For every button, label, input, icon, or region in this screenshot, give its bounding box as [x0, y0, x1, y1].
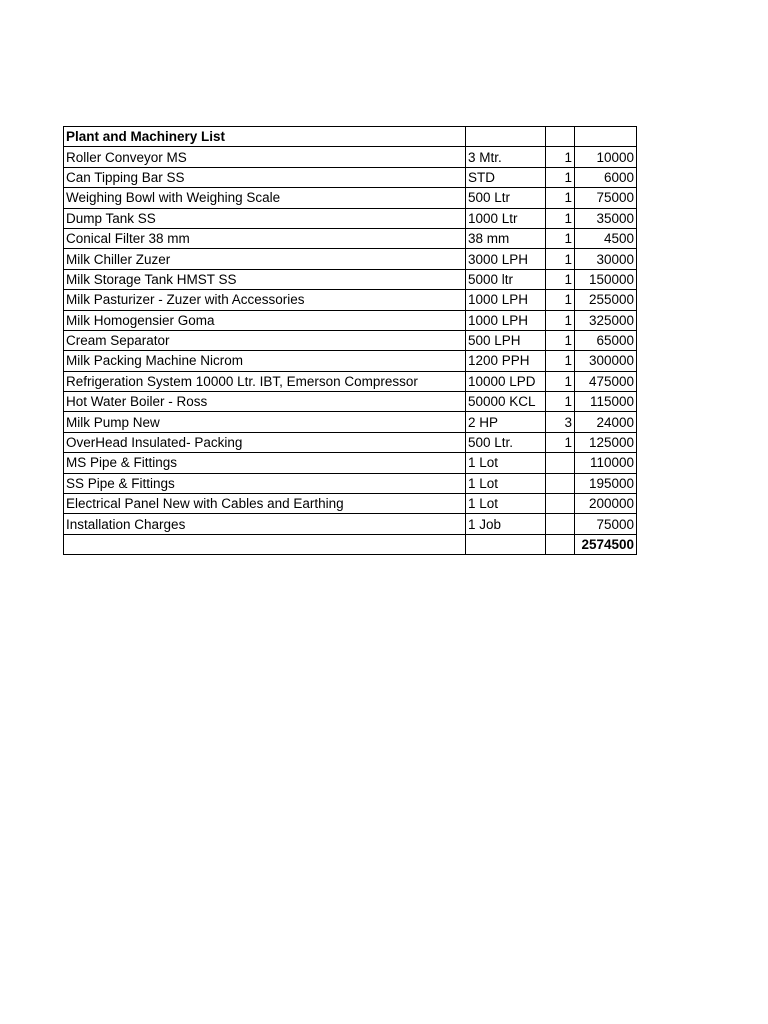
item-name-cell: SS Pipe & Fittings	[64, 473, 466, 493]
item-name-cell: Milk Pasturizer - Zuzer with Accessories	[64, 290, 466, 310]
table-row	[64, 290, 637, 310]
item-amount-cell: 110000	[575, 453, 637, 473]
item-amount-cell: 300000	[575, 351, 637, 371]
item-qty-cell: 1	[546, 167, 575, 187]
table-row	[64, 392, 637, 412]
item-spec-cell: 1 Lot	[466, 473, 546, 493]
total-qty-cell	[546, 534, 575, 554]
item-qty-cell	[546, 453, 575, 473]
item-qty-cell: 1	[546, 432, 575, 452]
item-amount-cell: 475000	[575, 371, 637, 391]
machinery-table	[63, 126, 637, 555]
item-spec-cell: 1200 PPH	[466, 351, 546, 371]
header-qty-cell	[546, 127, 575, 147]
item-spec-cell: 50000 KCL	[466, 392, 546, 412]
total-amount: 2574500	[575, 534, 637, 554]
header-spec-cell	[466, 127, 546, 147]
header-amount-cell	[575, 127, 637, 147]
total-label-cell	[64, 534, 466, 554]
table-row	[64, 147, 637, 167]
item-qty-cell: 1	[546, 371, 575, 391]
item-spec-cell: 500 Ltr	[466, 188, 546, 208]
item-qty-cell	[546, 514, 575, 534]
item-amount-cell: 115000	[575, 392, 637, 412]
table-row	[64, 514, 637, 534]
item-name-cell: OverHead Insulated- Packing	[64, 432, 466, 452]
table-row	[64, 473, 637, 493]
item-spec-cell: 38 mm	[466, 228, 546, 248]
item-amount-cell: 65000	[575, 330, 637, 350]
item-qty-cell: 1	[546, 228, 575, 248]
item-name-cell: Weighing Bowl with Weighing Scale	[64, 188, 466, 208]
item-spec-cell: 1000 LPH	[466, 290, 546, 310]
item-name-cell: Installation Charges	[64, 514, 466, 534]
table-row	[64, 249, 637, 269]
table-row	[64, 228, 637, 248]
item-spec-cell: 500 LPH	[466, 330, 546, 350]
table-row	[64, 453, 637, 473]
item-qty-cell	[546, 473, 575, 493]
item-name-cell: Electrical Panel New with Cables and Earthing	[64, 494, 466, 514]
item-qty-cell: 1	[546, 290, 575, 310]
item-amount-cell: 6000	[575, 167, 637, 187]
item-name-cell: Cream Separator	[64, 330, 466, 350]
table-row	[64, 310, 637, 330]
item-name-cell: Conical Filter 38 mm	[64, 228, 466, 248]
item-qty-cell: 1	[546, 208, 575, 228]
item-spec-cell: 5000 ltr	[466, 269, 546, 289]
item-amount-cell: 75000	[575, 514, 637, 534]
item-spec-cell: 2 HP	[466, 412, 546, 432]
item-spec-cell: 500 Ltr.	[466, 432, 546, 452]
item-qty-cell: 1	[546, 147, 575, 167]
item-amount-cell: 24000	[575, 412, 637, 432]
table-row	[64, 351, 637, 371]
item-qty-cell: 1	[546, 351, 575, 371]
item-spec-cell: 3 Mtr.	[466, 147, 546, 167]
table-row	[64, 208, 637, 228]
item-qty-cell: 1	[546, 188, 575, 208]
item-qty-cell: 1	[546, 269, 575, 289]
item-name-cell: MS Pipe & Fittings	[64, 453, 466, 473]
item-name-cell: Milk Chiller Zuzer	[64, 249, 466, 269]
table-row	[64, 371, 637, 391]
item-qty-cell	[546, 494, 575, 514]
item-amount-cell: 325000	[575, 310, 637, 330]
item-amount-cell: 255000	[575, 290, 637, 310]
item-name-cell: Refrigeration System 10000 Ltr. IBT, Emerson Compressor	[64, 371, 466, 391]
item-name-cell: Can Tipping Bar SS	[64, 167, 466, 187]
item-spec-cell: 1 Job	[466, 514, 546, 534]
item-amount-cell: 4500	[575, 228, 637, 248]
table-body	[64, 147, 637, 534]
table-row	[64, 188, 637, 208]
table-row	[64, 330, 637, 350]
table-header-row	[64, 127, 637, 147]
table-row	[64, 167, 637, 187]
item-name-cell: Hot Water Boiler - Ross	[64, 392, 466, 412]
item-qty-cell: 1	[546, 330, 575, 350]
item-amount-cell: 150000	[575, 269, 637, 289]
item-name-cell: Milk Storage Tank HMST SS	[64, 269, 466, 289]
total-spec-cell	[466, 534, 546, 554]
item-amount-cell: 35000	[575, 208, 637, 228]
item-qty-cell: 1	[546, 310, 575, 330]
item-name-cell: Milk Pump New	[64, 412, 466, 432]
item-amount-cell: 75000	[575, 188, 637, 208]
item-amount-cell: 10000	[575, 147, 637, 167]
item-name-cell: Roller Conveyor MS	[64, 147, 466, 167]
table-title: Plant and Machinery List	[64, 127, 466, 147]
item-amount-cell: 195000	[575, 473, 637, 493]
item-qty-cell: 3	[546, 412, 575, 432]
table-row	[64, 494, 637, 514]
item-spec-cell: 3000 LPH	[466, 249, 546, 269]
item-spec-cell: 1 Lot	[466, 494, 546, 514]
item-spec-cell: 1000 Ltr	[466, 208, 546, 228]
total-row	[64, 534, 637, 554]
item-qty-cell: 1	[546, 249, 575, 269]
table-row	[64, 269, 637, 289]
item-spec-cell: STD	[466, 167, 546, 187]
table-row	[64, 412, 637, 432]
item-spec-cell: 1000 LPH	[466, 310, 546, 330]
item-name-cell: Milk Homogensier Goma	[64, 310, 466, 330]
item-name-cell: Milk Packing Machine Nicrom	[64, 351, 466, 371]
item-spec-cell: 1 Lot	[466, 453, 546, 473]
item-name-cell: Dump Tank SS	[64, 208, 466, 228]
item-qty-cell: 1	[546, 392, 575, 412]
item-amount-cell: 200000	[575, 494, 637, 514]
item-spec-cell: 10000 LPD	[466, 371, 546, 391]
item-amount-cell: 125000	[575, 432, 637, 452]
table-row	[64, 432, 637, 452]
item-amount-cell: 30000	[575, 249, 637, 269]
